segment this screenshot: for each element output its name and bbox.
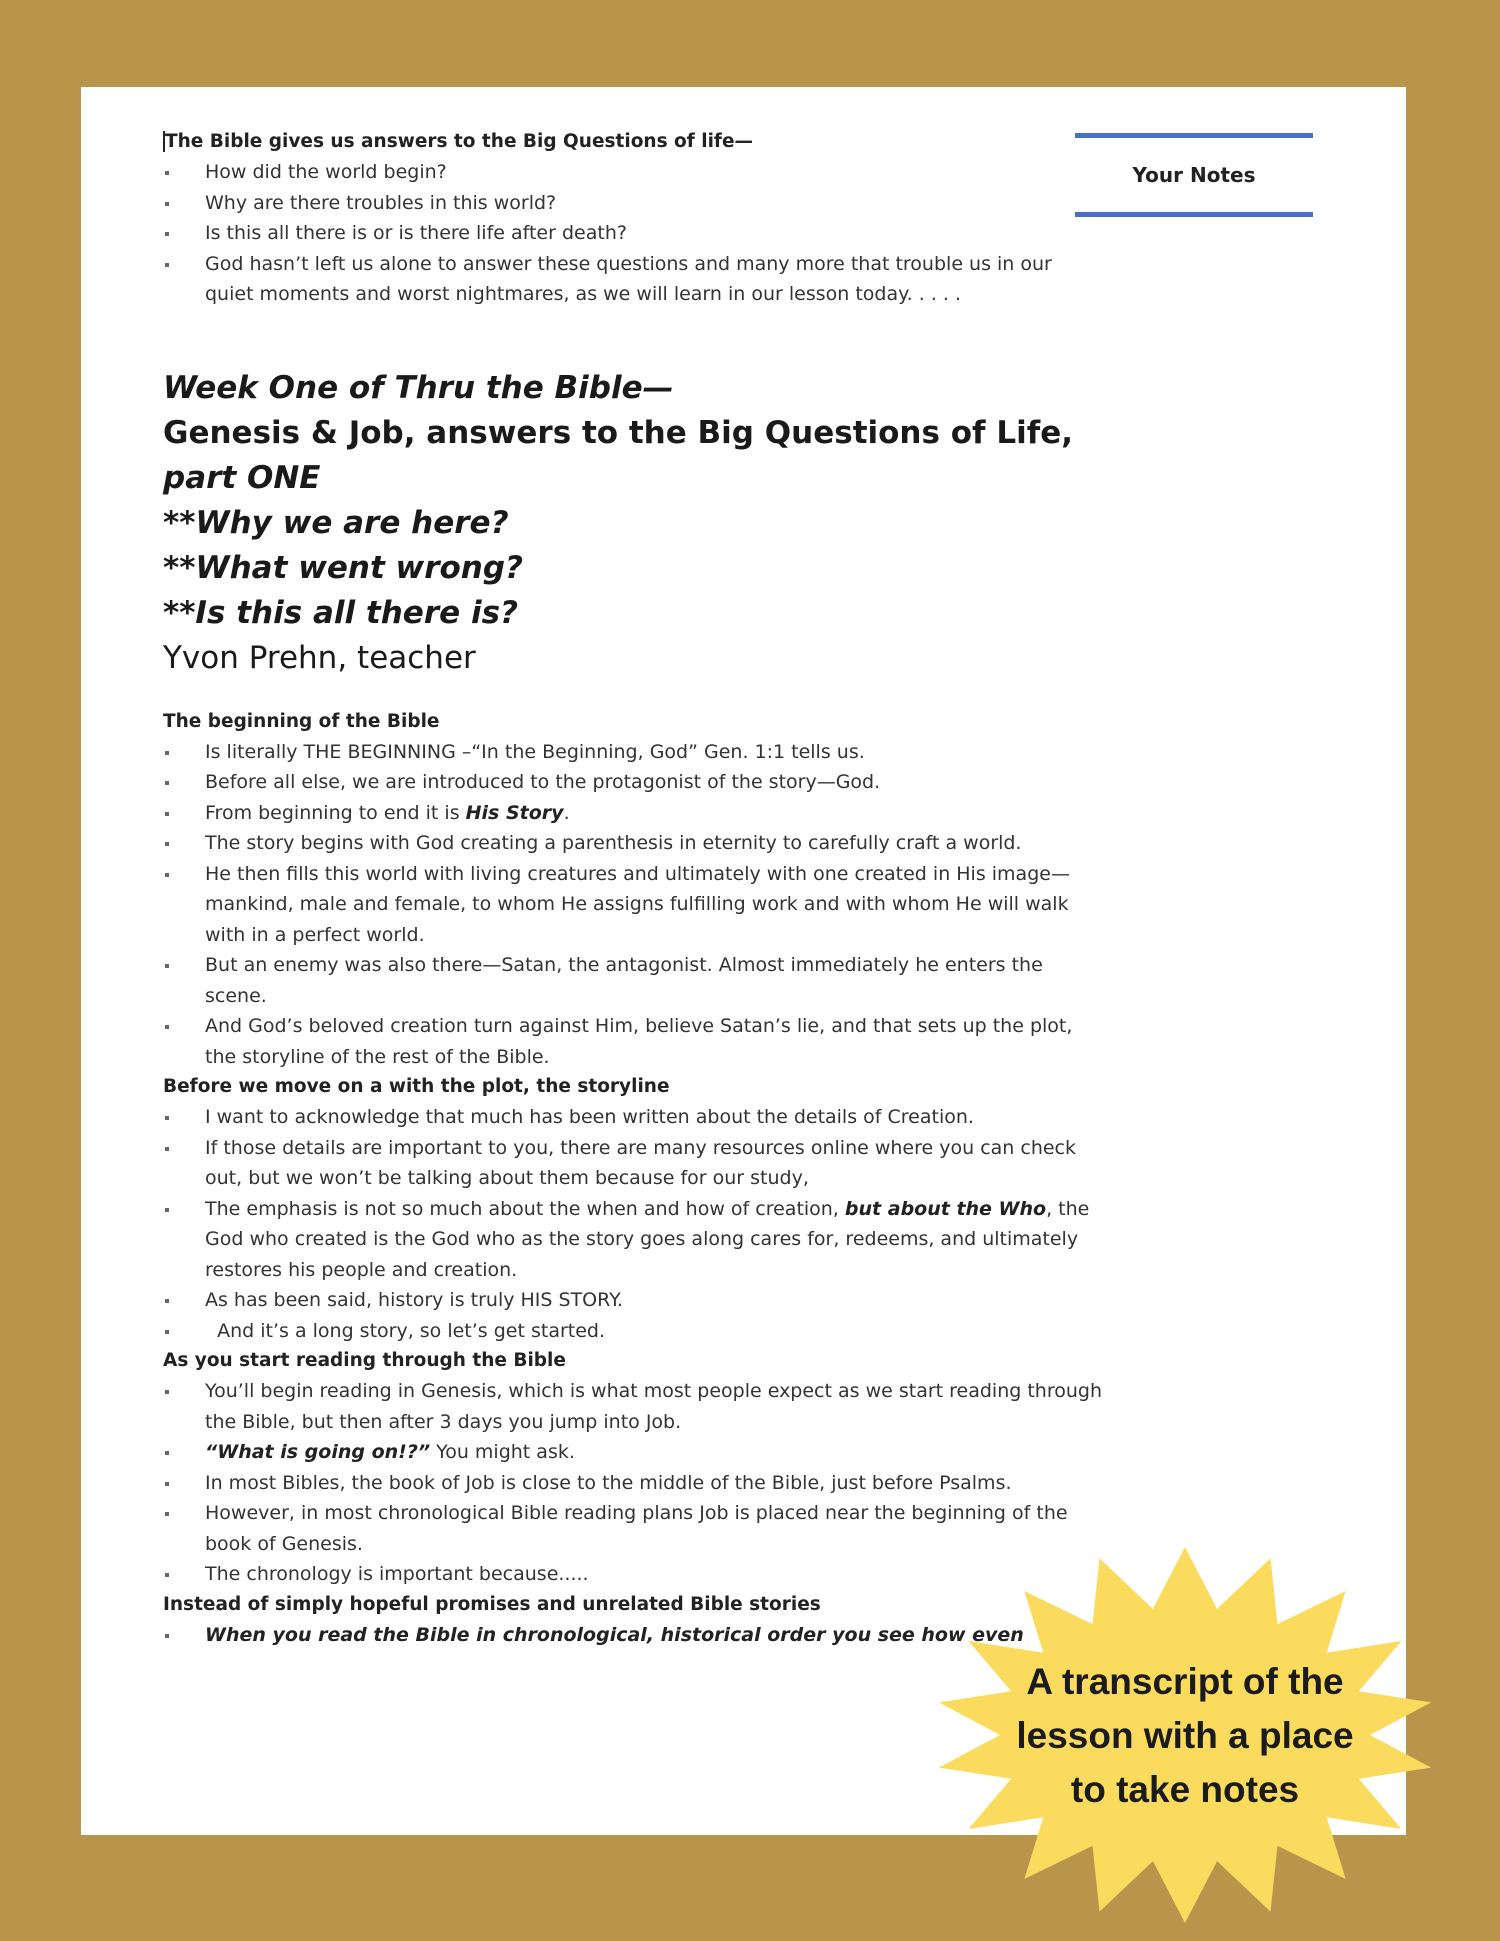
list-item-text: You might ask. <box>430 1441 575 1463</box>
list-item-text: . <box>563 801 570 824</box>
list-item: But an enemy was also there—Satan, the antagonist. Almost immediately he enters the scene. <box>163 950 1103 1011</box>
starburst-line-2: lesson with a place <box>1016 1715 1354 1756</box>
section-heading: The beginning of the Bible <box>163 710 440 732</box>
list-item: In most Bibles, the book of Job is close to the middle of the Bible, just before Psalms. <box>163 1468 1103 1499</box>
starburst-line-3: to take notes <box>1070 1769 1300 1810</box>
list-item <box>163 1437 1103 1468</box>
your-notes-label: Your Notes <box>1132 163 1256 187</box>
list-item: God hasn’t left us alone to answer these questions and many more that trouble us in our quiet moments and worst nightmares, as we will learn in our lesson today. . . . . <box>163 249 1103 310</box>
list-item <box>163 1194 1103 1286</box>
starburst-text <box>985 1655 1385 1817</box>
list-item: As has been said, history is truly HIS STORY. <box>163 1285 1103 1316</box>
list-item: He then fills this world with living creatures and ultimately with one created in His image—mankind, male and female, to whom He assigns fulfilling work and with whom He will walk with in a perfect world. <box>163 859 1103 951</box>
list-item: Why are there troubles in this world? <box>163 188 1103 219</box>
intro-heading-text: The Bible gives us answers to the Big Questions of life— <box>165 131 754 152</box>
promo-starburst <box>930 1545 1440 1925</box>
title-week: Week One of Thru the Bible— <box>163 369 674 406</box>
section2-list <box>163 1102 1103 1346</box>
list-item: And it’s a long story, so let’s get started. <box>163 1316 1103 1347</box>
list-item-text: , the God who created is the God who as the story goes along cares for, redeems, and ultimately restores his people and creation. <box>205 1197 1090 1281</box>
section-heading: Instead of simply hopeful promises and unrelated Bible stories <box>163 1593 821 1615</box>
list-item: The chronology is important because..... <box>163 1559 1103 1590</box>
list-item: If those details are important to you, there are many resources online where you can check out, but we won’t be talking about them because for our study, <box>163 1133 1103 1194</box>
lesson-title-block <box>163 366 1103 681</box>
title-part: part ONE <box>163 459 321 496</box>
section-heading: Before we move on a with the plot, the storyline <box>163 1076 670 1097</box>
list-item <box>163 798 1103 829</box>
your-notes-box <box>1075 133 1313 217</box>
title-question-1: **Why we are here? <box>163 504 509 541</box>
intro-list <box>163 157 1103 310</box>
title-subject: Genesis & Job, answers to the Big Questions of Life, <box>163 414 1073 451</box>
title-question-3: **Is this all there is? <box>163 594 519 631</box>
starburst-line-1: A transcript of the <box>1026 1661 1344 1702</box>
section-heading: As you start reading through the Bible <box>163 1350 566 1371</box>
list-item: And God’s beloved creation turn against Him, believe Satan’s lie, and that sets up the plot, the storyline of the rest of the Bible. <box>163 1011 1103 1072</box>
intro-heading <box>163 127 1103 157</box>
list-item: Is this all there is or is there life after death? <box>163 218 1103 249</box>
list-item: How did the world begin? <box>163 157 1103 188</box>
list-item: Before all else, we are introduced to the protagonist of the story—God. <box>163 767 1103 798</box>
section1-list <box>163 737 1103 1073</box>
transcript-column <box>163 127 1103 1650</box>
list-item-text: From beginning to end it is <box>205 801 466 824</box>
emphasis-text: “What is going on!?” <box>205 1441 431 1463</box>
list-item: You’ll begin reading in Genesis, which is what most people expect as we start reading through the Bible, but then after 3 days you jump into Job. <box>163 1376 1103 1437</box>
list-item: When you read the Bible in chronological, historical order you see how even <box>163 1620 1103 1651</box>
emphasis-text: but about the Who <box>844 1197 1047 1220</box>
emphasis-text: His Story <box>465 801 564 824</box>
list-item: However, in most chronological Bible reading plans Job is placed near the beginning of the book of Genesis. <box>163 1498 1103 1559</box>
list-item-text: The emphasis is not so much about the when and how of creation, <box>205 1197 845 1220</box>
list-item: I want to acknowledge that much has been written about the details of Creation. <box>163 1102 1103 1133</box>
list-item: Is literally THE BEGINNING –“In the Beginning, God” Gen. 1:1 tells us. <box>163 737 1103 768</box>
teacher-name: Yvon Prehn, teacher <box>163 639 476 676</box>
list-item: The story begins with God creating a parenthesis in eternity to carefully craft a world. <box>163 828 1103 859</box>
title-question-2: **What went wrong? <box>163 549 524 586</box>
